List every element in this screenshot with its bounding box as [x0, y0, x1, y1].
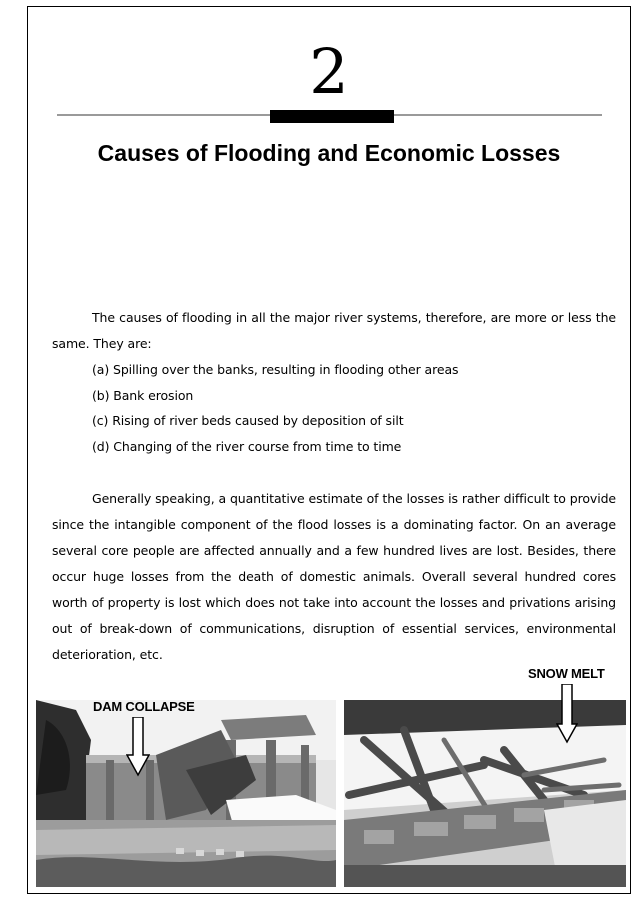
snow-melt-arrow-icon — [556, 684, 578, 744]
chapter-number: 2 — [309, 35, 349, 108]
intro-section — [52, 305, 616, 459]
page-frame — [27, 6, 631, 894]
chapter-title: Causes of Flooding and Economic Losses — [97, 140, 561, 166]
losses-paragraph: Generally speaking, a quantitative estimate of the losses is rather difficult to provide since the intangible component of the flood losses is a dominating factor. On an average several core people are affected annually and a few hundred lives are lost. Besides, there occur huge losses from the death of domestic animals. Overall several hundred cores worth of property is lost which does not take into account the losses and privations arising out of break-down of communications, disruption of essential services, environmental deterioration, etc. — [52, 491, 616, 662]
list-item: (b) Bank erosion — [92, 387, 194, 403]
snow-melt-label: SNOW MELT — [528, 666, 605, 681]
losses-section — [52, 486, 616, 668]
intro-paragraph: The causes of flooding in all the major river systems, therefore, are more or less the same. They are: — [52, 310, 616, 351]
dam-collapse-label: DAM COLLAPSE — [93, 699, 195, 714]
list-item: (a) Spilling over the banks, resulting in flooding other areas — [92, 362, 459, 377]
list-item: (c) Rising of river beds caused by deposition of silt — [92, 413, 404, 428]
snow-melt-photo — [344, 700, 626, 887]
list-item: (d) Changing of the river course from time to time — [92, 438, 402, 454]
dam-collapse-arrow-icon — [126, 717, 150, 777]
chapter-rule-bar — [270, 110, 394, 123]
dam-collapse-photo — [36, 700, 336, 887]
